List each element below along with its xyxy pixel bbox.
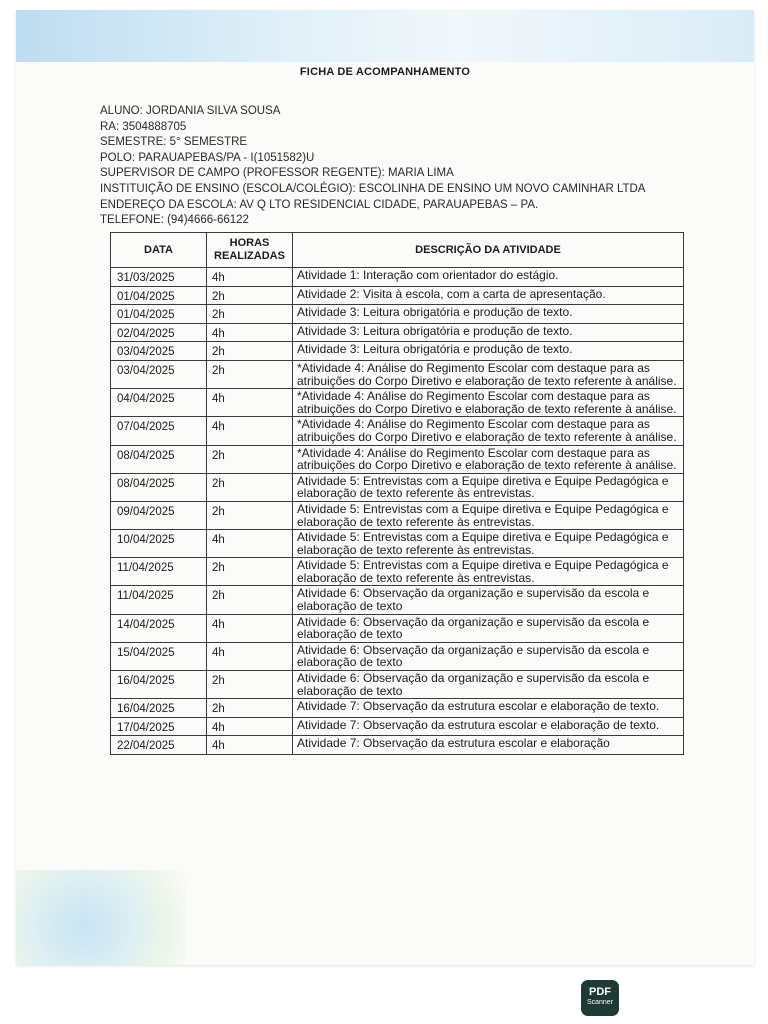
- cell-description: *Atividade 4: Análise do Regimento Escolar com destaque para as atribuições do Corpo Diretivo e elaboração de texto referente à análise.: [293, 389, 684, 417]
- scan-stain-top: [16, 10, 754, 62]
- cell-description: Atividade 7: Observação da estrutura escolar e elaboração de texto.: [293, 699, 684, 718]
- table-row: [111, 473, 684, 501]
- cell-hours: 4h: [207, 389, 293, 417]
- cell-date: 04/04/2025: [111, 389, 207, 417]
- cell-description: *Atividade 4: Análise do Regimento Escolar com destaque para as atribuições do Corpo Diretivo e elaboração de texto referente à análise.: [293, 417, 684, 445]
- cell-description: Atividade 7: Observação da estrutura escolar e elaboração: [293, 736, 684, 755]
- table-row: [111, 305, 684, 324]
- table-row: [111, 699, 684, 718]
- info-line-institution: INSTITUIÇÃO DE ENSINO (ESCOLA/COLÉGIO): ESCOLINHA DE ENSINO UM NOVO CAMINHAR LTDA: [100, 182, 646, 195]
- cell-hours: 4h: [207, 530, 293, 558]
- cell-date: 09/04/2025: [111, 501, 207, 529]
- cell-description: *Atividade 4: Análise do Regimento Escolar com destaque para as atribuições do Corpo Diretivo e elaboração de texto referente à análise.: [293, 445, 684, 473]
- student-info: [100, 104, 645, 229]
- cell-hours: 2h: [207, 286, 293, 305]
- table-row: [111, 558, 684, 586]
- header-date: DATA: [111, 233, 207, 268]
- cell-description: Atividade 7: Observação da estrutura escolar e elaboração de texto.: [293, 717, 684, 736]
- cell-date: 11/04/2025: [111, 558, 207, 586]
- cell-date: 08/04/2025: [111, 445, 207, 473]
- cell-description: Atividade 6: Observação da organização e supervisão da escola e elaboração de texto: [293, 671, 684, 699]
- cell-description: Atividade 3: Leitura obrigatória e produção de texto.: [293, 323, 684, 342]
- cell-date: 01/04/2025: [111, 305, 207, 324]
- table-row: [111, 501, 684, 529]
- cell-date: 15/04/2025: [111, 642, 207, 670]
- cell-description: Atividade 6: Observação da organização e supervisão da escola e elaboração de texto: [293, 614, 684, 642]
- cell-hours: 2h: [207, 671, 293, 699]
- table-body: [111, 268, 684, 755]
- cell-date: 11/04/2025: [111, 586, 207, 614]
- cell-hours: 2h: [207, 360, 293, 388]
- cell-description: Atividade 5: Entrevistas com a Equipe diretiva e Equipe Pedagógica e elaboração de texto referente às entrevistas.: [293, 558, 684, 586]
- table-row: [111, 530, 684, 558]
- pdf-scanner-logo: [581, 980, 619, 1016]
- info-line-ra: RA: 3504888705: [100, 120, 187, 133]
- info-line-semester: SEMESTRE: 5° SEMESTRE: [100, 136, 248, 149]
- cell-hours: 2h: [207, 445, 293, 473]
- info-line-phone: TELEFONE: (94)4666-66122: [100, 214, 249, 227]
- cell-description: Atividade 2: Visita à escola, com a carta de apresentação.: [293, 286, 684, 305]
- cell-hours: 4h: [207, 417, 293, 445]
- cell-hours: 2h: [207, 501, 293, 529]
- table-row: [111, 614, 684, 642]
- table-row: [111, 389, 684, 417]
- cell-date: 14/04/2025: [111, 614, 207, 642]
- cell-date: 01/04/2025: [111, 286, 207, 305]
- table-row: [111, 736, 684, 755]
- table-row: [111, 445, 684, 473]
- cell-hours: 2h: [207, 305, 293, 324]
- cell-description: Atividade 6: Observação da organização e supervisão da escola e elaboração de texto: [293, 642, 684, 670]
- cell-hours: 2h: [207, 473, 293, 501]
- cell-hours: 2h: [207, 558, 293, 586]
- cell-hours: 4h: [207, 614, 293, 642]
- cell-date: 03/04/2025: [111, 342, 207, 361]
- cell-description: Atividade 3: Leitura obrigatória e produção de texto.: [293, 305, 684, 324]
- table-row: [111, 360, 684, 388]
- activity-table: [110, 232, 684, 755]
- table-row: [111, 323, 684, 342]
- info-line-campus: POLO: PARAUAPEBAS/PA - I(1051582)U: [100, 151, 315, 164]
- cell-description: Atividade 3: Leitura obrigatória e produção de texto.: [293, 342, 684, 361]
- table-row: [111, 717, 684, 736]
- table-row: [111, 286, 684, 305]
- table-row: [111, 671, 684, 699]
- table-row: [111, 586, 684, 614]
- cell-hours: 4h: [207, 268, 293, 287]
- cell-date: 03/04/2025: [111, 360, 207, 388]
- cell-description: Atividade 6: Observação da organização e supervisão da escola e elaboração de texto: [293, 586, 684, 614]
- cell-description: Atividade 1: Interação com orientador do estágio.: [293, 268, 684, 287]
- cell-hours: 2h: [207, 342, 293, 361]
- cell-date: 16/04/2025: [111, 671, 207, 699]
- table-row: [111, 417, 684, 445]
- cell-date: 02/04/2025: [111, 323, 207, 342]
- table-header-row: [111, 233, 684, 268]
- cell-hours: 4h: [207, 736, 293, 755]
- info-line-supervisor: SUPERVISOR DE CAMPO (PROFESSOR REGENTE): MARIA LIMA: [100, 167, 454, 180]
- table-row: [111, 342, 684, 361]
- header-description: DESCRIÇÃO DA ATIVIDADE: [293, 233, 684, 268]
- cell-date: 08/04/2025: [111, 473, 207, 501]
- cell-date: 07/04/2025: [111, 417, 207, 445]
- cell-date: 22/04/2025: [111, 736, 207, 755]
- cell-description: Atividade 5: Entrevistas com a Equipe diretiva e Equipe Pedagógica e elaboração de texto referente às entrevistas.: [293, 530, 684, 558]
- cell-hours: 4h: [207, 323, 293, 342]
- table-row: [111, 642, 684, 670]
- cell-hours: 4h: [207, 642, 293, 670]
- cell-hours: 2h: [207, 699, 293, 718]
- cell-hours: 4h: [207, 717, 293, 736]
- cell-date: 10/04/2025: [111, 530, 207, 558]
- document-title: FICHA DE ACOMPANHAMENTO: [299, 66, 471, 78]
- pdf-scanner-logo-title: PDF: [589, 986, 611, 998]
- cell-date: 16/04/2025: [111, 699, 207, 718]
- table-row: [111, 268, 684, 287]
- scanned-page: [16, 10, 754, 965]
- cell-hours: 2h: [207, 586, 293, 614]
- cell-date: 17/04/2025: [111, 717, 207, 736]
- cell-description: Atividade 5: Entrevistas com a Equipe diretiva e Equipe Pedagógica e elaboração de texto referente às entrevistas.: [293, 501, 684, 529]
- cell-description: Atividade 5: Entrevistas com a Equipe diretiva e Equipe Pedagógica e elaboração de texto referente às entrevistas.: [293, 473, 684, 501]
- scan-stain-bottom: [16, 870, 186, 965]
- pdf-scanner-logo-subtitle: Scanner: [586, 999, 614, 1006]
- info-line-student: ALUNO: JORDANIA SILVA SOUSA: [100, 105, 281, 117]
- cell-date: 31/03/2025: [111, 268, 207, 287]
- cell-description: *Atividade 4: Análise do Regimento Escolar com destaque para as atribuições do Corpo Diretivo e elaboração de texto referente à análise.: [293, 360, 684, 388]
- header-hours: HORAS REALIZADAS: [207, 233, 293, 268]
- info-line-address: ENDEREÇO DA ESCOLA: AV Q LTO RESIDENCIAL CIDADE, PARAUAPEBAS – PA.: [100, 198, 539, 211]
